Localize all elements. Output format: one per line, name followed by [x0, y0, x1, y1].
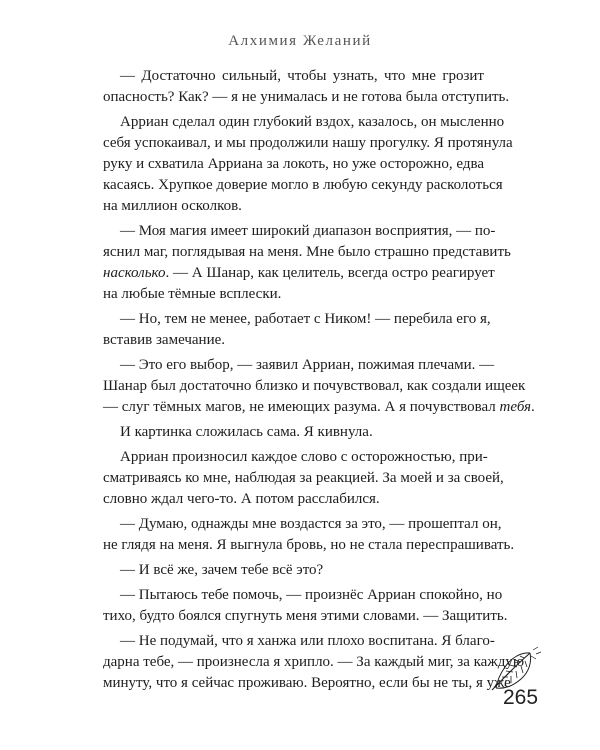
text-run: . [530, 399, 535, 415]
text-line [103, 175, 503, 196]
text-line [103, 309, 491, 330]
text-run: на миллион осколков. [103, 198, 242, 214]
text-line [103, 447, 488, 468]
text-run: яснил маг, поглядывая на меня. Мне было страшно представить [103, 244, 511, 260]
paragraph [103, 309, 491, 351]
text-line [103, 284, 484, 305]
text-line [103, 397, 535, 418]
paragraph [103, 560, 484, 581]
body-text [103, 66, 535, 698]
text-run: . — А Шанар, как целитель, всегда остро реагирует [165, 265, 495, 281]
paragraph [103, 631, 525, 694]
text-run: — слуг тёмных магов, не имеющих разума. А я почувствовал [103, 399, 500, 415]
text-run: Арриан произносил каждое слово с осторожностью, при- [120, 449, 488, 465]
emphasized-word: тебя [499, 399, 531, 415]
text-run: не глядя на меня. Я выгнула бровь, но не стала переспрашивать. [103, 537, 515, 553]
text-run: сматриваясь ко мне, наблюдая за реакцией. За моей и за своей, [103, 470, 504, 486]
text-line [103, 489, 484, 510]
text-line [103, 673, 511, 694]
emphasized-word: насколько [103, 265, 166, 281]
text-line [103, 221, 496, 242]
paragraph [103, 447, 504, 510]
text-line [103, 514, 502, 535]
text-line [103, 652, 525, 673]
text-run: — Не подумай, что я ханжа или плохо воспитана. Я благо- [120, 633, 495, 649]
text-line [103, 133, 513, 154]
text-run: тихо, будто боялся спугнуть меня этими словами. — Защитить. [103, 608, 508, 624]
text-line [103, 87, 510, 108]
text-run: опасность? Как? — я не унималась и не готова была отступить. [103, 89, 510, 105]
text-line [103, 585, 503, 606]
paragraph [103, 221, 511, 305]
text-run: минуту, что я сейчас проживаю. Вероятно, если бы не ты, я уже [103, 675, 511, 691]
text-run: — И всё же, зачем тебе всё это? [120, 562, 324, 578]
text-line [103, 112, 505, 133]
text-line [103, 154, 484, 175]
text-run: — Думаю, однажды мне воздастся за это, — прошептал он, [120, 516, 502, 532]
text-run: руку и схватила Арриана за локоть, но уже осторожно, едва [103, 156, 484, 172]
text-run: Шанар был достаточно близко и почувствовал, как создали ищеек [103, 378, 526, 394]
text-line [103, 560, 484, 581]
text-line [103, 535, 515, 556]
paragraph [103, 66, 510, 108]
text-line [103, 606, 508, 627]
text-run: — Пытаюсь тебе помочь, — произнёс Арриан спокойно, но [120, 587, 503, 603]
text-run: вставив замечание. [103, 332, 226, 348]
paragraph [103, 585, 508, 627]
paragraph [103, 514, 515, 556]
running-head: Алхимия Желаний [228, 33, 372, 49]
text-run: — Но, тем не менее, работает с Ником! — перебила его я, [120, 311, 491, 327]
page-number: 265 [503, 686, 539, 709]
text-run: касаясь. Хрупкое доверие могло в любую секунду расколоться [103, 177, 503, 193]
text-line [103, 263, 495, 284]
text-line [103, 355, 495, 376]
text-run: Арриан сделал один глубокий вздох, казалось, он мысленно [120, 114, 505, 130]
text-line [103, 631, 495, 652]
text-line [103, 330, 484, 351]
text-run: дарна тебе, — произнесла я хрипло. — За каждый миг, за каждую [103, 654, 525, 670]
text-line [103, 468, 504, 489]
text-run: себя успокаивал, и мы продолжили нашу прогулку. Я протянула [103, 135, 513, 151]
paragraph [103, 422, 484, 443]
text-run: — Достаточно сильный, чтобы узнать, что мне грозит [120, 68, 484, 84]
text-line [103, 422, 484, 443]
paragraph [103, 355, 535, 418]
text-line [103, 242, 511, 263]
text-line [103, 196, 484, 217]
text-run: на любые тёмные всплески. [103, 286, 282, 302]
paragraph [103, 112, 513, 217]
text-run: И картинка сложилась сама. Я кивнула. [120, 424, 373, 440]
text-line [103, 376, 526, 397]
text-line [103, 66, 484, 87]
text-run: — Моя магия имеет широкий диапазон восприятия, — по- [120, 223, 496, 239]
text-run: словно ждал чего-то. А потом расслабился. [103, 491, 380, 507]
text-run: — Это его выбор, — заявил Арриан, пожимая плечами. — [120, 357, 495, 373]
